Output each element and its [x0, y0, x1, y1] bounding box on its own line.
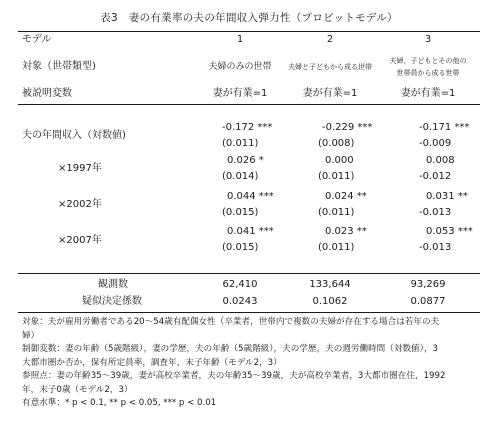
coef-2002-model-1: 0.044 ***: [227, 191, 274, 202]
target-model-2: 夫婦と子どもから成る世帯: [288, 63, 372, 71]
target-model-3-line1: 夫婦，子どもとその他の: [389, 57, 467, 65]
dependent-model-2: 妻が有業=1: [302, 88, 358, 99]
coef-2007-model-2: 0.023 **: [325, 226, 367, 237]
se-1997-model-3: -0.012: [419, 171, 452, 182]
note-line: 有意水準：* p < 0.1, ** p < 0.05, *** p < 0.01: [22, 398, 217, 408]
stat-pseudo-r2-model-2: 0.1062: [312, 296, 348, 307]
note-line: 婦）: [22, 330, 40, 341]
model-number-3: 3: [424, 34, 432, 45]
se-2007-model-2: (0.011): [318, 242, 355, 253]
note-line: 対象：夫が雇用労働者である20～54歳有配偶女性（卒業者，世帯内で複数の夫婦が存在する場合は若年の夫: [22, 317, 440, 327]
stat-pseudo-r2-model-1: 0.0243: [222, 296, 258, 307]
se-2007-model-3: -0.013: [419, 242, 452, 253]
se-1997-model-2: (0.011): [318, 171, 355, 182]
note-line: 年，末子0歳（モデル2，3）: [22, 384, 133, 395]
se-income-model-2: (0.008): [318, 138, 355, 149]
se-1997-model-1: (0.014): [222, 171, 259, 182]
stat-observations-model-1: 62,410: [222, 279, 258, 290]
coef-2007-model-1: 0.041 ***: [227, 226, 274, 237]
stat-label-observations: 観測数: [98, 279, 128, 290]
se-2002-model-3: -0.013: [419, 207, 452, 218]
coef-income-model-1: -0.172 ***: [222, 122, 273, 133]
bottom-rule: [18, 312, 480, 313]
coef-1997-model-1: 0.026 *: [227, 155, 264, 166]
stat-label-pseudo-r2: 疑似決定係数: [82, 296, 142, 307]
header-rule: [18, 104, 480, 105]
se-income-model-1: (0.011): [222, 138, 259, 149]
se-2002-model-2: (0.011): [318, 207, 355, 218]
target-model-1: 夫婦のみの世帯: [208, 62, 272, 72]
dependent-label: 被説明変数: [22, 88, 72, 99]
coef-income-model-2: -0.229 ***: [322, 122, 373, 133]
model-number-2: 2: [326, 34, 334, 45]
coef-1997-model-3: 0.008: [426, 155, 455, 166]
row-label-2002: ×2002年: [58, 199, 102, 210]
dependent-model-1: 妻が有業=1: [212, 88, 268, 99]
stats-rule: [18, 273, 480, 274]
se-2002-model-1: (0.015): [222, 207, 259, 218]
row-label-income: 夫の年間収入（対数値): [22, 130, 126, 141]
se-2007-model-1: (0.015): [222, 242, 259, 253]
top-rule: [18, 31, 480, 32]
dependent-model-3: 妻が有業=1: [400, 88, 456, 99]
coef-2002-model-2: 0.024 **: [325, 191, 367, 202]
stat-observations-model-2: 133,644: [309, 279, 351, 290]
note-line: 制御変数：妻の年齢（5歳階級），妻の学歴，夫の年齢（5歳階級），夫の学歴，夫の週労働時間（対数値），3: [22, 344, 439, 354]
coef-income-model-3: -0.171 ***: [419, 122, 470, 133]
note-line: 参照点：妻の年齢35～39歳，妻が高校卒業者，夫の年齢35～39歳，夫が高校卒業者，3大都市圏在住，1992: [22, 371, 446, 381]
table-title: 表3 妻の有業率の夫の年間収入弾力性（プロビットモデル）: [100, 12, 398, 24]
row-label-1997: ×1997年: [58, 163, 102, 174]
coef-2002-model-3: 0.031 **: [426, 191, 468, 202]
stat-observations-model-3: 93,269: [410, 279, 446, 290]
row-label-2007: ×2007年: [58, 235, 102, 246]
target-label: 対象（世帯類型): [22, 61, 96, 72]
model-number-1: 1: [236, 34, 244, 45]
coef-2007-model-3: 0.053 ***: [426, 226, 473, 237]
target-model-3-line2: 世帯員から成る世帯: [396, 69, 460, 77]
coef-1997-model-2: 0.000: [325, 155, 354, 166]
note-line: 大都市圏か否か，保有所定員率，調査年，末子年齢（モデル2，3）: [22, 357, 282, 368]
model-label: モデル: [22, 34, 52, 45]
stat-pseudo-r2-model-3: 0.0877: [410, 296, 446, 307]
table-notes: [22, 316, 482, 411]
se-income-model-3: -0.009: [419, 138, 452, 149]
